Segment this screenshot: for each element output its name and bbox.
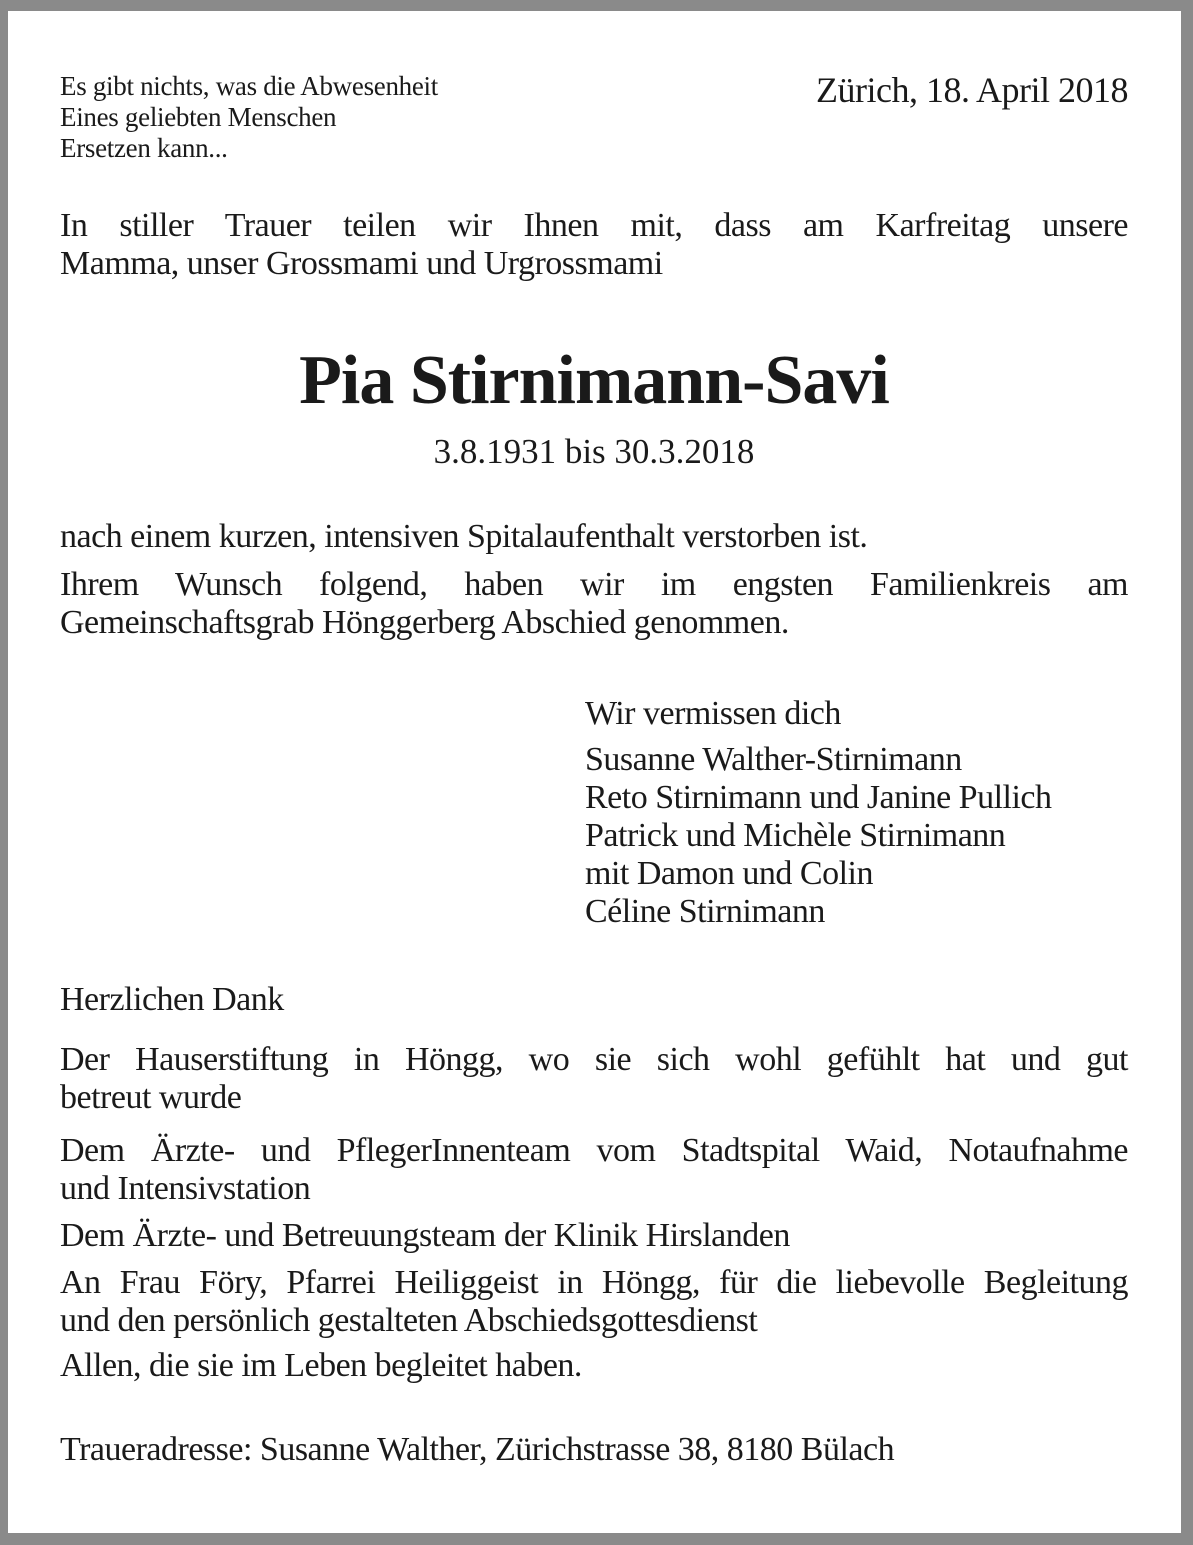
thanks-heading: Herzlichen Dank [60,981,284,1018]
mourner-name: Patrick und Michèle Stirnimann [585,817,1006,854]
mourning-address: Traueradresse: Susanne Walther, Zürichstrasse 38, 8180 Bülach [60,1431,895,1468]
thanks-item [60,1041,1128,1117]
thanks-item: Dem Ärzte- und Betreuungsteam der Klinik Hirslanden [60,1217,790,1254]
epigraph-quote [60,71,438,164]
thanks-item-line: und den persönlich gestalteten Abschiedsgottesdienst [60,1302,758,1339]
farewell-line: Gemeinschaftsgrab Hönggerberg Abschied genommen. [60,604,789,641]
thanks-item-line: und Intensivstation [60,1170,311,1207]
intro-line: Mamma, unser Grossmami und Urgrossmami [60,245,663,282]
thanks-item-line: An Frau Föry, Pfarrei Heiliggeist in Höngg, für die liebevolle Begleitung [60,1264,1128,1301]
farewell-line: Ihrem Wunsch folgend, haben wir im engsten Familienkreis am [60,566,1128,603]
thanks-item-line: betreut wurde [60,1079,242,1116]
mourner-name: Susanne Walther-Stirnimann [585,741,962,778]
mourner-name: Reto Stirnimann und Janine Pullich [585,779,1052,816]
epigraph-line: Es gibt nichts, was die Abwesenheit [60,71,438,101]
mourners-lead: Wir vermissen dich [585,695,841,732]
life-dates: 3.8.1931 bis 30.3.2018 [433,432,755,471]
epigraph-line: Ersetzen kann... [60,133,228,163]
mourners-names [585,741,1128,931]
intro-paragraph [60,207,1128,283]
header-row [60,71,1128,164]
thanks-item [60,1132,1128,1208]
mourner-name: mit Damon und Colin [585,855,873,892]
obituary-paper [8,11,1181,1533]
death-statement: nach einem kurzen, intensiven Spitalaufenthalt verstorben ist. [60,518,868,555]
thanks-item-line: Dem Ärzte- und PflegerInnenteam vom Stadtspital Waid, Notaufnahme [60,1132,1128,1169]
epigraph-line: Eines geliebten Menschen [60,102,337,132]
thanks-item [60,1264,1128,1340]
dateline: Zürich, 18. April 2018 [816,70,1128,110]
intro-line: In stiller Trauer teilen wir Ihnen mit, dass am Karfreitag unsere [60,207,1128,244]
deceased-name: Pia Stirnimann-Savi [299,342,889,419]
thanks-item-line: Der Hauserstiftung in Höngg, wo sie sich wohl gefühlt hat und gut [60,1041,1128,1078]
mourner-name: Céline Stirnimann [585,893,825,930]
mourners-block [585,695,1128,931]
farewell-paragraph [60,566,1128,642]
thanks-item: Allen, die sie im Leben begleitet haben. [60,1347,582,1384]
